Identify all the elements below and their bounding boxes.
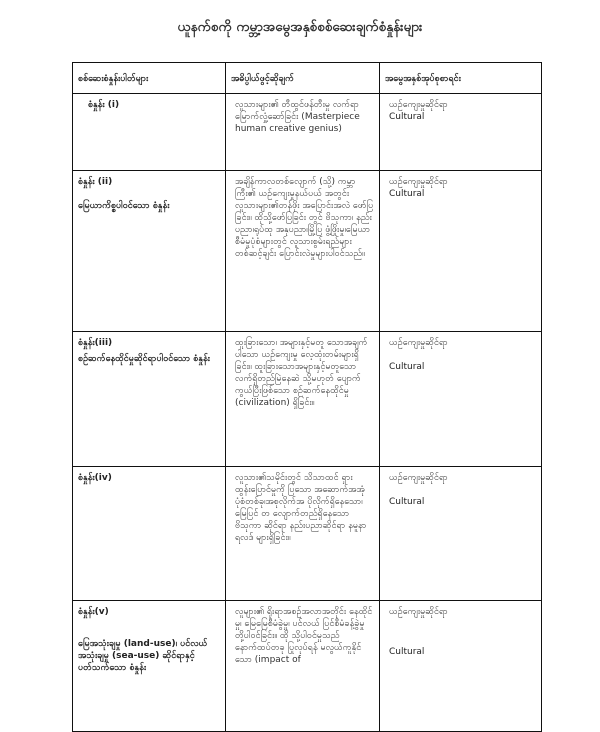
definition-cell xyxy=(226,171,380,332)
page-title: ယူနက်စကို ကမ္ဘာ့အမွေအနှစ်စစ်ဆေးချက်စံနှုန်းများ xyxy=(177,19,423,35)
table-row xyxy=(73,171,542,332)
header-criteria: စစ်ဆေးစံနှုန်းပါတ်များ xyxy=(73,63,226,94)
header-definition: အဓိပ္ပါယ်ဖွင့်ဆိုချက် xyxy=(226,63,380,94)
table-header-row xyxy=(73,63,542,94)
category-myanmar: ယဉ်ကျေးမှုဆိုင်ရာ xyxy=(389,607,448,617)
header-category: အမွေအနှစ်အုပ်စုစာရင်း xyxy=(380,63,542,94)
definition-cell xyxy=(226,94,380,171)
definition-cell xyxy=(226,467,380,601)
definition-cell xyxy=(226,601,380,732)
category-cell xyxy=(380,332,542,467)
category-english: Cultural xyxy=(389,647,425,657)
category-english: Cultural xyxy=(389,112,425,122)
criterion-cell xyxy=(73,94,226,171)
criteria-table xyxy=(72,62,542,732)
category-myanmar: ယဉ်ကျေးမှုဆိုင်ရာ xyxy=(389,100,448,110)
criterion-name: စဉ်ဆက်နေထိုင်မှုဆိုင်ရာပါဝင်သော စံနှုန်း xyxy=(78,354,210,364)
criterion-cell xyxy=(73,332,226,467)
category-myanmar: ယဉ်ကျေးမှုဆိုင်ရာ xyxy=(389,177,448,187)
criterion-description: လူများ၏ ရိုးရာအစဉ်အလာအတိုင်း နေထိုင်မှု၊ မြေမြေစီမံခွဲမှု၊ ပင်လယ် ပြင်စီမံခန့်ခွဲမှု တို့ပါဝင်ခြင်း။ ထို သို့ပါဝင်မှုသည် နောက်ထပ်တခု ပြုလုပ်ရန် မလွယ်ကူနိုင်သော (impact of xyxy=(235,607,373,665)
criterion-number: စံနှုန်း (i) xyxy=(88,100,120,110)
criterion-description: ထူးခြားသော၊ အများနှင့်မတူ သောအချက်ပါသော ယဉ်ကျေးမှု လေ့ထုံးတမ်းများရှိခြင်း။ ထူးခြားသောအများနှင့်မတူသော လက်ရှိတည်မြဲနေဆဲ သို့မဟုတ် ပျောက် ကွယ်ပြီးဖြစ်သော စဉ်ဆက်နေထိုင်မှု (civilization) ရှိခြင်း။ xyxy=(235,338,368,408)
category-cell xyxy=(380,467,542,601)
criterion-cell xyxy=(73,601,226,732)
category-cell xyxy=(380,171,542,332)
definition-cell xyxy=(226,332,380,467)
category-english: Cultural xyxy=(389,362,425,372)
criterion-number: စံနှုန်း(v) xyxy=(78,607,109,617)
criterion-cell xyxy=(73,171,226,332)
criterion-description: လူသား၏သမိုင်းတွင် သိသာထင် ရှားထွန်းပြောင်မှုကို ပြသော အဆောက်အအုံပုံစံတစ်ခု၊အစုလိုက်အ ပိုလိုက်ရှိနေသော၊ မြေပြင် တ လျောက်တည်ရှိနေသော ဗိသုကာ ဆိုင်ရာ နည်းပညာဆိုင်ရာ နမူနာ ရလဒ် များရှိခြင်း။ xyxy=(235,473,367,543)
category-myanmar: ယဉ်ကျေးမှုဆိုင်ရာ xyxy=(389,473,448,483)
criterion-number: စံနှုန်း(iii) xyxy=(78,338,113,348)
criterion-name: မြေယာကိစ္စပါဝင်သော စံနှုန်း xyxy=(78,201,170,211)
criterion-description: လူသားများ၏ တီထွင်ဖန်တီးမှု လက်ရာမြောက်လှုံ့ဆော်ခြင်း (Masterpiece human creative genius) xyxy=(235,100,360,134)
table-row xyxy=(73,94,542,171)
criterion-name: မြေအသုံးချမှု (land-use)၊ ပင်လယ်အသုံးချမှု (sea-use) ဆိုင်ရာနှင့် ပတ်သက်သော စံနှုန်း xyxy=(78,639,208,673)
category-myanmar: ယဉ်ကျေးမှုဆိုင်ရာ xyxy=(389,338,448,348)
table-row xyxy=(73,332,542,467)
criterion-cell xyxy=(73,467,226,601)
category-english: Cultural xyxy=(389,497,425,507)
table-row xyxy=(73,467,542,601)
table-row xyxy=(73,601,542,732)
category-cell xyxy=(380,601,542,732)
category-cell xyxy=(380,94,542,171)
category-english: Cultural xyxy=(389,189,425,199)
criterion-number: စံနှုန်း (ii) xyxy=(78,177,113,187)
criterion-number: စံနှုန်း(iv) xyxy=(78,473,112,483)
criterion-description: အချိန်ကာလတစ်လျောက် (သို့) ကမ္ဘာကြီး၏ ယဉ်ကျေးမှုနယ်ပယ် အတွင်း လူသားများ၏တန်ဖိုး အပြောင်းအလဲ ဖော်ပြခြင်း။ ထိုသို့ဖော်ပြခြင်း တွင် ဗိသုကာ၊ နည်းပညာ၊ရုပ်ထု အနုပညာ၊မြို့ပြ ဖွံ့ဖြိုးမှု၊မြေယာစီမံမှုပုံစံများတွင် လူသားစွမ်းရည်များ တစ်ဆင့်ချင်း ပြောင်းလဲမှုများပါဝင်သည်။ xyxy=(235,177,374,259)
